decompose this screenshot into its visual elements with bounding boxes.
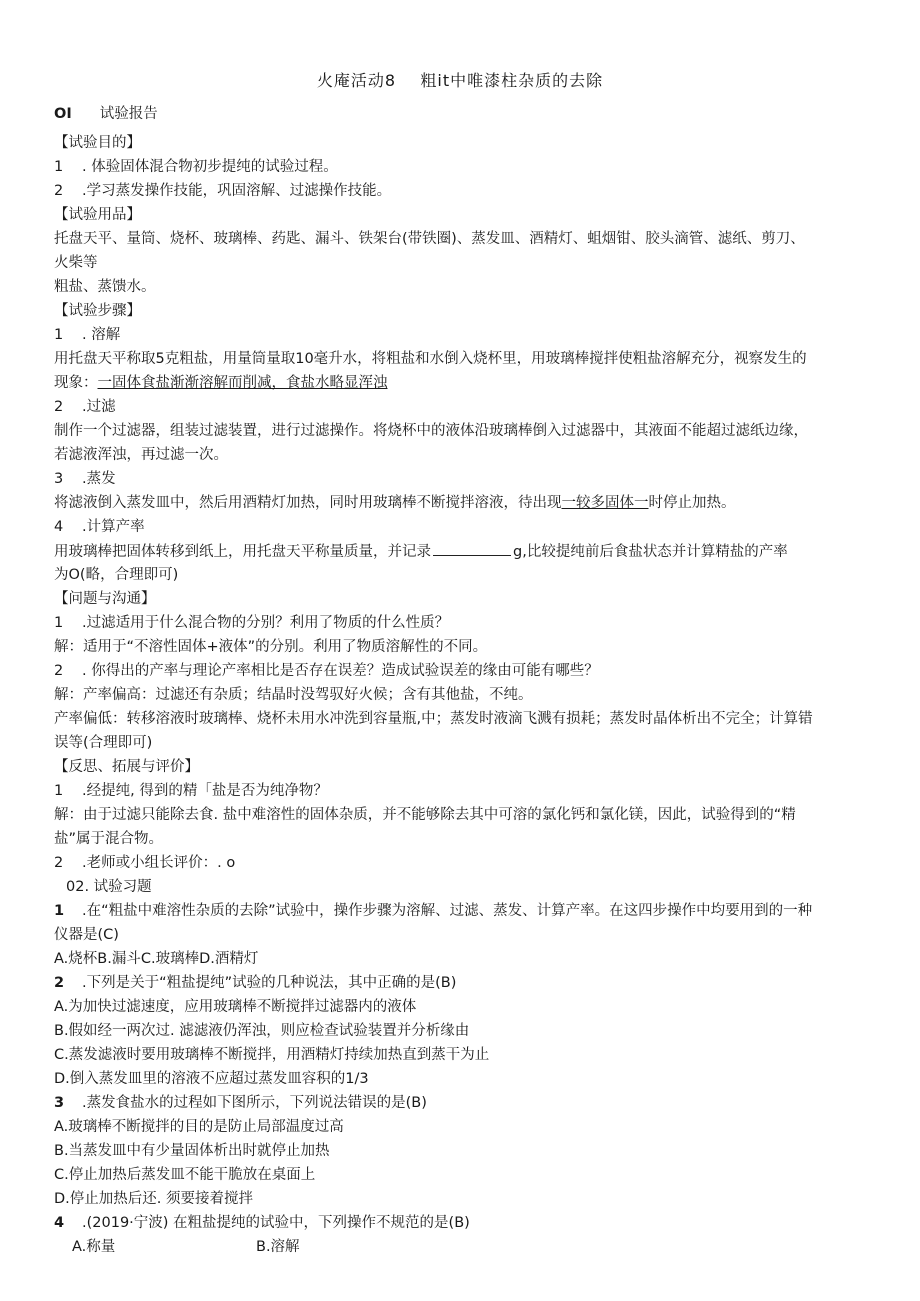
step-3-title: 3 .蒸发 (54, 471, 116, 487)
section-marker: OI (54, 106, 72, 122)
discussion-heading: 【问题与沟通】 (54, 591, 156, 607)
exercise-4-option-a: A.称量 (72, 1239, 116, 1255)
step-1-text: 用托盘天平称取5克粗盐，用量筒量取10毫升水，将粗盐和水倒入烧杯里，用玻璃棒搅拌使粗盐溶解充分，视察发生的 (54, 351, 807, 367)
exercise-1-stem: 1 .在“粗盐中难溶性杂质的去除”试验中，操作步骤为溶解、过滤、蒸发、计算产率。在这四步操作中均要用到的一种 (54, 903, 813, 919)
exercise-3-option-a: A.玻璃棒不断搅拌的目的是防止局部温度过高 (54, 1119, 344, 1135)
step-3-text: 将滤液倒入蒸发皿中，然后用酒精灯加热，同时用玻璃棒不断搅拌溶液，待出现一较多固体一时停止加热。 (54, 495, 736, 511)
step-1-title: 1 . 溶解 (54, 327, 121, 343)
step-4-title: 4 .计算产率 (54, 519, 145, 535)
section-2-header: 02. 试验习题 (66, 879, 152, 895)
exercise-2-option-d: D.倒入蒸发皿里的溶液不应超过蒸发皿容积的1/3 (54, 1071, 369, 1087)
discussion-q1: 1 .过滤适用于什么混合物的分别？利用了物质的什么性质？ (54, 615, 450, 631)
purpose-item-1: 1 . 体验固体混合物初步提纯的试验过程。 (54, 159, 338, 175)
exercise-2-option-b: B.假如经一两次过. 滤滤液仍浑浊，则应检查试验装置并分析缘由 (54, 1023, 470, 1039)
observation-answer: 一固体食盐渐渐溶解而削减，食盐水略显浑浊 (97, 375, 388, 391)
exercise-3-stem: 3 .蒸发食盐水的过程如下图所示，下列说法错误的是(B) (54, 1095, 427, 1111)
purpose-item-2: 2 .学习蒸发操作技能，巩固溶解、过滤操作技能。 (54, 183, 392, 199)
step-2-title: 2 .过滤 (54, 399, 116, 415)
exercise-2-stem: 2 .下列是关于“粗盐提纯”试验的几种说法，其中正确的是(B) (54, 975, 457, 991)
exercise-3-option-b: B.当蒸发皿中有少量固体析出时就停止加热 (54, 1143, 330, 1159)
reflection-q2: 2 .老师或小组长评价：. o (54, 855, 236, 871)
exercise-1-options: A.烧杯B.漏斗C.玻璃棒D.酒精灯 (54, 951, 259, 967)
step-1-observation: 现象：一固体食盐渐渐溶解而削减，食盐水略显浑浊 (54, 375, 388, 391)
steps-heading: 【试验步骤】 (54, 303, 141, 319)
discussion-a2-line-3: 误等(合理即可) (54, 735, 153, 751)
exercise-2-option-a: A.为加快过滤速度，应用玻璃棒不断搅拌过滤器内的液体 (54, 999, 417, 1015)
reflection-a1-line-1: 解：由于过滤只能除去食. 盐中难溶性的固体杂质，并不能够除去其中可溶的氯化钙和氯化镁，因此，试验得到的“精 (54, 807, 796, 823)
step-2-text-1: 制作一个过滤器，组装过滤装置，进行过滤操作。将烧杯中的液体沿玻璃棒倒入过滤器中，其液面不能超过滤纸边缘， (54, 423, 808, 439)
section-label: 试验报告 (99, 106, 158, 122)
discussion-q2: 2 . 你得出的产率与理论产率相比是否存在误差？造成试验误差的缘由可能有哪些？ (54, 663, 599, 679)
exercise-4-option-b: B.溶解 (256, 1239, 300, 1255)
exercise-3-option-d: D.停止加热后还. 须要接着搅拌 (54, 1191, 253, 1207)
page-title: 火庵活动8 粗it中唯漆柱杂质的去除 (316, 71, 604, 90)
supplies-heading: 【试验用品】 (54, 207, 141, 223)
exercise-4-stem: 4 .(2019·宁波) 在粗盐提纯的试验中，下列操作不规范的是(B) (54, 1215, 470, 1231)
discussion-a1: 解：适用于“不溶性固体+液体”的分别。利用了物质溶解性的不同。 (54, 639, 488, 655)
purpose-heading: 【试验目的】 (54, 135, 141, 151)
step-2-text-2: 若滤液浑浊，再过滤一次。 (54, 447, 228, 463)
reflection-q1: 1 .经提纯, 得到的精「盐是否为纯净物？ (54, 783, 328, 799)
section-1-header (54, 104, 866, 124)
supplies-line-3: 粗盐、蒸馈水。 (54, 279, 156, 295)
exercise-2-option-c: C.蒸发滤液时要用玻璃棒不断搅拌，用酒精灯持续加热直到蒸干为止 (54, 1047, 490, 1063)
step-4-text-1: 用玻璃棒把固体转移到纸上，用托盘天平称量质量，并记录 g,比较提纯前后食盐状态并计算精盐的产率 (54, 541, 866, 562)
discussion-a2-line-2: 产率偏低：转移溶液时玻璃棒、烧杯未用水冲洗到容量瓶,中；蒸发时液滴飞溅有损耗；蒸发时晶体析出不完全；计算错 (54, 711, 813, 727)
supplies-line-2: 火柴等 (54, 255, 98, 271)
exercise-3-option-c: C.停止加热后蒸发皿不能干脆放在桌面上 (54, 1167, 316, 1183)
exercise-4-options (72, 1237, 672, 1257)
discussion-a2-line-1: 解：产率偏高：过滤还有杂质；结晶时没驾驭好火候；含有其他盐，不纯。 (54, 687, 533, 703)
exercise-1-stem-2: 仪器是(C) (54, 927, 119, 943)
evaporation-answer: 一较多固体一 (561, 495, 649, 511)
reflection-a1-line-2: 盐”属于混合物。 (54, 831, 164, 847)
mass-blank (433, 541, 511, 556)
step-4-text-2: 为O(略，合理即可) (54, 567, 179, 583)
supplies-line-1: 托盘天平、量筒、烧杯、玻璃棒、药匙、漏斗、铁架台(带铁圈)、蒸发皿、酒精灯、蛆烟钳、胶头滴管、滤纸、剪刀、 (54, 231, 805, 247)
reflection-heading: 【反思、拓展与评价】 (54, 759, 199, 775)
